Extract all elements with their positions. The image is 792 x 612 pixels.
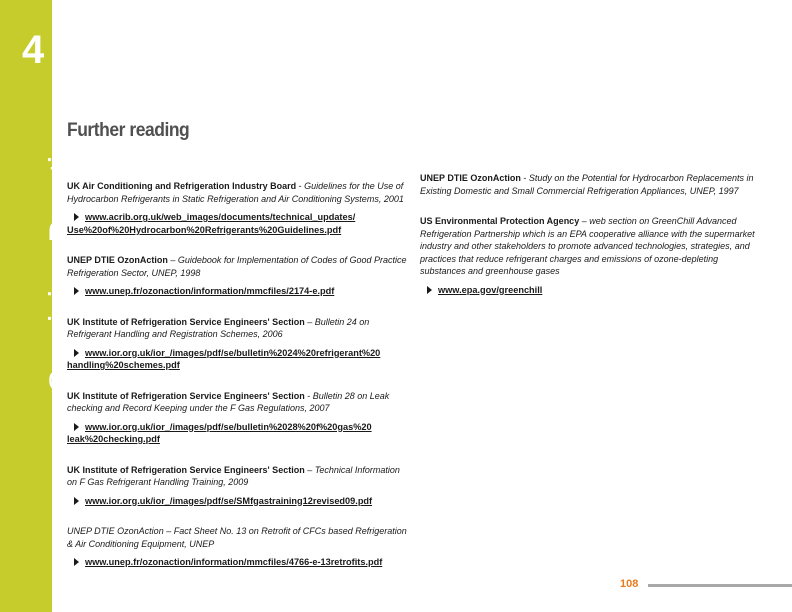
- section-title: Servicing Practices: [43, 102, 81, 392]
- reference-link[interactable]: [67, 211, 407, 236]
- reference-citation: [67, 525, 407, 550]
- reference-link[interactable]: [67, 285, 407, 298]
- reference-link[interactable]: [67, 495, 407, 508]
- arrow-right-icon: [74, 213, 79, 221]
- reference-description: Guidelines for the Use of Hydrocarbon Refrigerants in Static Refrigeration and Air Conditioning Systems, 2001: [67, 181, 404, 204]
- footer-rule: [648, 584, 792, 587]
- reference-entry: [67, 254, 407, 298]
- reference-link-text-continued: Use%20of%20Hydrocarbon%20Refrigerants%20Guidelines.pdf: [67, 224, 342, 235]
- reference-description: Technical Information on F Gas Refrigerant Handling Training, 2009: [67, 464, 400, 487]
- reference-entry: [67, 316, 407, 372]
- reference-citation: [420, 215, 760, 278]
- reference-separator: -: [304, 390, 313, 401]
- reference-citation: [67, 316, 407, 341]
- reference-entry: [420, 172, 760, 197]
- reference-separator: -: [520, 173, 529, 183]
- reference-citation: [67, 464, 407, 489]
- reference-link-text: www.unep.fr/ozonaction/information/mmcfiles/4766-e-13retrofits.pdf: [85, 557, 383, 567]
- reference-organization: UNEP DTIE OzonAction: [420, 173, 521, 183]
- reference-link-text: www.ior.org.uk/ior_/images/pdf/se/bulletin%2024%20refrigerant%20: [85, 347, 381, 358]
- reference-link-text: www.ior.org.uk/ior_/images/pdf/se/bulletin%2028%20f%20gas%20: [85, 421, 372, 432]
- reference-entry: [420, 215, 760, 296]
- page-number: 108: [620, 578, 639, 590]
- chapter-sidebar: [0, 0, 81, 612]
- reference-link[interactable]: [67, 556, 407, 569]
- reference-link-text: www.unep.fr/ozonaction/information/mmcfiles/2174-e.pdf: [85, 286, 335, 296]
- reference-link-text: www.ior.org.uk/ior_/images/pdf/se/SMfgastraining12revised09.pdf: [85, 495, 373, 506]
- reference-link[interactable]: [420, 284, 760, 297]
- arrow-right-icon: [427, 286, 432, 294]
- arrow-right-icon: [74, 287, 79, 295]
- arrow-right-icon: [74, 497, 79, 505]
- reference-separator: –: [304, 316, 315, 327]
- reference-organization: US Environmental Protection Agency: [420, 216, 580, 226]
- page-heading: Further reading: [67, 120, 190, 141]
- reference-link-text-continued: leak%20checking.pdf: [67, 434, 160, 444]
- reference-entry: [67, 525, 407, 569]
- reference-organization: UK Institute of Refrigeration Service Engineers' Section: [67, 316, 305, 327]
- right-column: [420, 172, 760, 314]
- reference-organization: UNEP DTIE OzonAction: [67, 255, 168, 265]
- reference-separator: -: [296, 181, 305, 191]
- reference-citation: [67, 390, 407, 415]
- reference-link-text: www.epa.gov/greenchill: [438, 284, 543, 295]
- arrow-right-icon: [74, 349, 79, 357]
- arrow-right-icon: [74, 423, 79, 431]
- reference-description: Bulletin 28 on Leak checking and Record Keeping under the F Gas Regulations, 2007: [67, 390, 390, 413]
- reference-link[interactable]: [67, 347, 407, 372]
- reference-citation: [67, 254, 407, 279]
- reference-separator: –: [579, 216, 590, 226]
- reference-entry: [67, 464, 407, 508]
- reference-description: Bulletin 24 on Refrigerant Handling and Registration Schemes, 2006: [67, 316, 370, 339]
- reference-entry: [67, 180, 407, 236]
- reference-description: Study on the Potential for Hydrocarbon Replacements in Existing Domestic and Small Commercial Refrigeration Appliances, UNEP, 1997: [420, 173, 754, 196]
- reference-description: UNEP DTIE OzonAction – Fact Sheet No. 13 on Retrofit of CFCs based Refrigeration & Air Conditioning Equipment, UNEP: [67, 526, 407, 549]
- reference-description: Guidebook for Implementation of Codes of Good Practice Refrigeration Sector, UNEP, 1998: [67, 255, 407, 278]
- reference-organization: UK Air Conditioning and Refrigeration Industry Board: [67, 181, 297, 191]
- reference-description: web section on GreenChill Advanced Refrigeration Partnership which is an EPA cooperative alliance with the supermarket industry and other stakeholders to promote advanced technologies, strategies, and practices that reduce refrigerant charges and emissions of ozone-depleting substances and greenhouse gases: [420, 216, 755, 276]
- arrow-right-icon: [74, 558, 79, 566]
- reference-separator: –: [304, 464, 315, 475]
- reference-separator: –: [167, 255, 178, 265]
- reference-organization: UK Institute of Refrigeration Service Engineers' Section: [67, 390, 305, 401]
- reference-link-text: www.acrib.org.uk/web_images/documents/technical_updates/: [85, 212, 356, 222]
- reference-entry: [67, 390, 407, 446]
- reference-citation: [420, 172, 760, 197]
- left-column: [67, 180, 407, 587]
- chapter-number: 4: [22, 28, 44, 72]
- reference-organization: UK Institute of Refrigeration Service Engineers' Section: [67, 464, 305, 475]
- reference-citation: [67, 180, 407, 205]
- reference-link[interactable]: [67, 421, 407, 446]
- reference-link-text-continued: handling%20schemes.pdf: [67, 360, 180, 370]
